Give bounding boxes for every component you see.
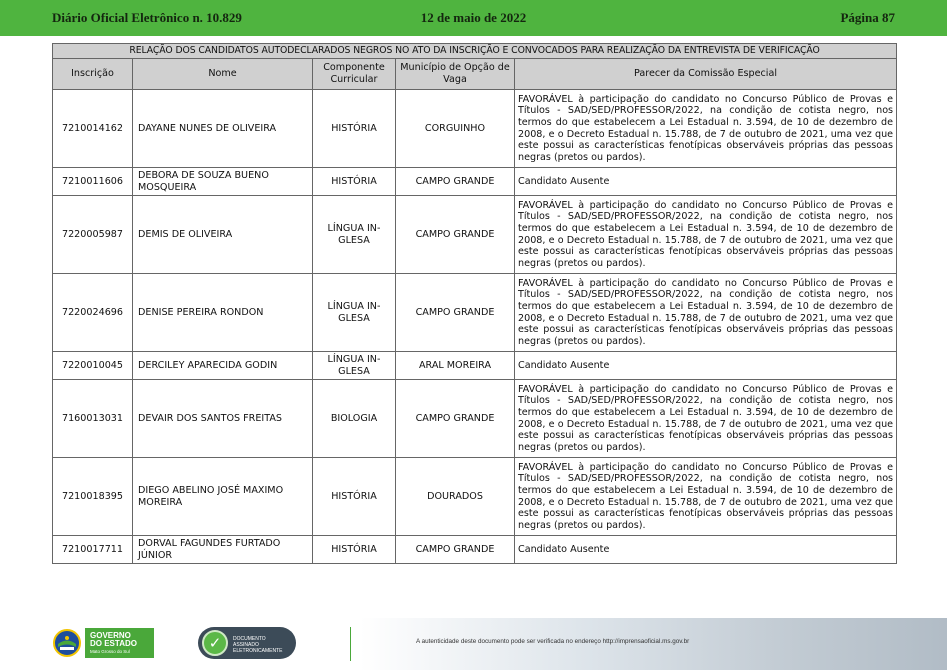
authenticity-note: A autenticidade deste documento pode ser verificada no endereço http://imprensaoficial.ms.gov.br xyxy=(416,638,690,645)
gov-line-1: GOVERNO xyxy=(90,631,131,640)
cell-nome: DENISE PEREIRA RONDON xyxy=(133,274,313,352)
table-caption: RELAÇÃO DOS CANDIDATOS AUTODECLARADOS NEGROS NO ATO DA INSCRIÇÃO E CONVOCADOS PARA REALIZAÇÃO DA ENTREVISTA DE VERIFICAÇÃO xyxy=(53,44,897,59)
col-header-parecer: Parecer da Comissão Especial xyxy=(515,59,897,90)
cell-parecer: Candidato Ausente xyxy=(515,168,897,196)
cell-nome: DEBORA DE SOUZA BUENO MOSQUEIRA xyxy=(133,168,313,196)
checkmark-icon: ✓ xyxy=(202,630,228,656)
table-row xyxy=(53,536,897,564)
cell-parecer: FAVORÁVEL à participação do candidato no Concurso Público de Provas e Títulos - SAD/SED/PROFESSOR/2022, na condição de cotista negro, nos termos do que estabelecem a Lei Estadual n. 3.594, de 10 de dezembro de 2008, e o Decreto Estadual n. 15.788, de 7 de outubro de 2021, uma vez que este possui as características fenotípicas observáveis próprias das pessoas negras (pretos ou pardos). xyxy=(515,380,897,458)
cell-inscricao: 7210018395 xyxy=(53,458,133,536)
cell-componente: BIOLOGIA xyxy=(313,380,396,458)
page-footer xyxy=(0,618,947,670)
cell-parecer: FAVORÁVEL à participação do candidato no Concurso Público de Provas e Títulos - SAD/SED/PROFESSOR/2022, na condição de cotista negro, nos termos do que estabelecem a Lei Estadual n. 3.594, de 10 de dezembro de 2008, e o Decreto Estadual n. 15.788, de 7 de outubro de 2021, uma vez que este possui as características fenotípicas observáveis próprias das pessoas negras (pretos ou pardos). xyxy=(515,90,897,168)
seal-line-3: ELETRONICAMENTE xyxy=(233,648,283,654)
state-crest-icon xyxy=(52,628,82,658)
cell-componente: LÍNGUA IN-GLESA xyxy=(313,352,396,380)
cell-parecer: FAVORÁVEL à participação do candidato no Concurso Público de Provas e Títulos - SAD/SED/PROFESSOR/2022, na condição de cotista negro, nos termos do que estabelecem a Lei Estadual n. 3.594, de 10 de dezembro de 2008, e o Decreto Estadual n. 15.788, de 7 de outubro de 2021, uma vez que este possui as características fenotípicas observáveis próprias das pessoas negras (pretos ou pardos). xyxy=(515,458,897,536)
cell-nome: DEVAIR DOS SANTOS FREITAS xyxy=(133,380,313,458)
gov-line-2: DO ESTADO xyxy=(90,639,137,648)
cell-parecer: Candidato Ausente xyxy=(515,352,897,380)
gov-line-3: Mato Grosso do Sul xyxy=(90,649,130,654)
cell-inscricao: 7220010045 xyxy=(53,352,133,380)
cell-nome: DIEGO ABELINO JOSÉ MAXIMO MOREIRA xyxy=(133,458,313,536)
cell-nome: DEMIS DE OLIVEIRA xyxy=(133,196,313,274)
page-number: Página 87 xyxy=(840,10,895,25)
journal-issue: Diário Oficial Eletrônico n. 10.829 xyxy=(52,10,242,25)
table-row xyxy=(53,458,897,536)
cell-municipio: DOURADOS xyxy=(396,458,515,536)
cell-inscricao: 7220024696 xyxy=(53,274,133,352)
col-header-municipio: Município de Opção de Vaga xyxy=(396,59,515,90)
cell-parecer: FAVORÁVEL à participação do candidato no Concurso Público de Provas e Títulos - SAD/SED/PROFESSOR/2022, na condição de cotista negro, nos termos do que estabelecem a Lei Estadual n. 3.594, de 10 de dezembro de 2008, e o Decreto Estadual n. 15.788, de 7 de outubro de 2021, uma vez que este possui as características fenotípicas observáveis próprias das pessoas negras (pretos ou pardos). xyxy=(515,274,897,352)
footer-divider xyxy=(350,627,351,661)
cell-componente: LÍNGUA IN-GLESA xyxy=(313,274,396,352)
cell-inscricao: 7210014162 xyxy=(53,90,133,168)
cell-inscricao: 7160013031 xyxy=(53,380,133,458)
cell-municipio: CAMPO GRANDE xyxy=(396,196,515,274)
col-header-inscricao: Inscrição xyxy=(53,59,133,90)
candidates-table xyxy=(52,43,897,564)
cell-inscricao: 7220005987 xyxy=(53,196,133,274)
col-header-componente: Componente Curricular xyxy=(313,59,396,90)
cell-nome: DERCILEY APARECIDA GODIN xyxy=(133,352,313,380)
seal-line-2: ASSINADO xyxy=(233,642,259,648)
table-row xyxy=(53,380,897,458)
cell-parecer: Candidato Ausente xyxy=(515,536,897,564)
cell-componente: HISTÓRIA xyxy=(313,90,396,168)
cell-municipio: CAMPO GRANDE xyxy=(396,274,515,352)
cell-nome: DAYANE NUNES DE OLIVEIRA xyxy=(133,90,313,168)
cell-inscricao: 7210011606 xyxy=(53,168,133,196)
cell-componente: HISTÓRIA xyxy=(313,458,396,536)
cell-municipio: CAMPO GRANDE xyxy=(396,536,515,564)
electronic-signature-seal xyxy=(198,627,296,659)
cell-nome: DORVAL FAGUNDES FURTADO JÚNIOR xyxy=(133,536,313,564)
cell-inscricao: 7210017711 xyxy=(53,536,133,564)
cell-parecer: FAVORÁVEL à participação do candidato no Concurso Público de Provas e Títulos - SAD/SED/PROFESSOR/2022, na condição de cotista negro, nos termos do que estabelecem a Lei Estadual n. 3.594, de 10 de dezembro de 2008, e o Decreto Estadual n. 15.788, de 7 de outubro de 2021, uma vez que este possui as características fenotípicas observáveis próprias das pessoas negras (pretos ou pardos). xyxy=(515,196,897,274)
table-row xyxy=(53,168,897,196)
cell-municipio: CORGUINHO xyxy=(396,90,515,168)
cell-municipio: CAMPO GRANDE xyxy=(396,168,515,196)
issue-date: 12 de maio de 2022 xyxy=(420,10,527,25)
cell-componente: HISTÓRIA xyxy=(313,168,396,196)
table-row xyxy=(53,274,897,352)
government-logo xyxy=(52,628,154,658)
table-row xyxy=(53,352,897,380)
col-header-nome: Nome xyxy=(133,59,313,90)
cell-componente: LÍNGUA IN-GLESA xyxy=(313,196,396,274)
seal-line-1: DOCUMENTO xyxy=(233,636,266,642)
table-row xyxy=(53,196,897,274)
journal-header xyxy=(0,0,947,36)
cell-municipio: CAMPO GRANDE xyxy=(396,380,515,458)
cell-municipio: ARAL MOREIRA xyxy=(396,352,515,380)
government-badge xyxy=(85,628,154,658)
cell-componente: HISTÓRIA xyxy=(313,536,396,564)
table-row xyxy=(53,90,897,168)
